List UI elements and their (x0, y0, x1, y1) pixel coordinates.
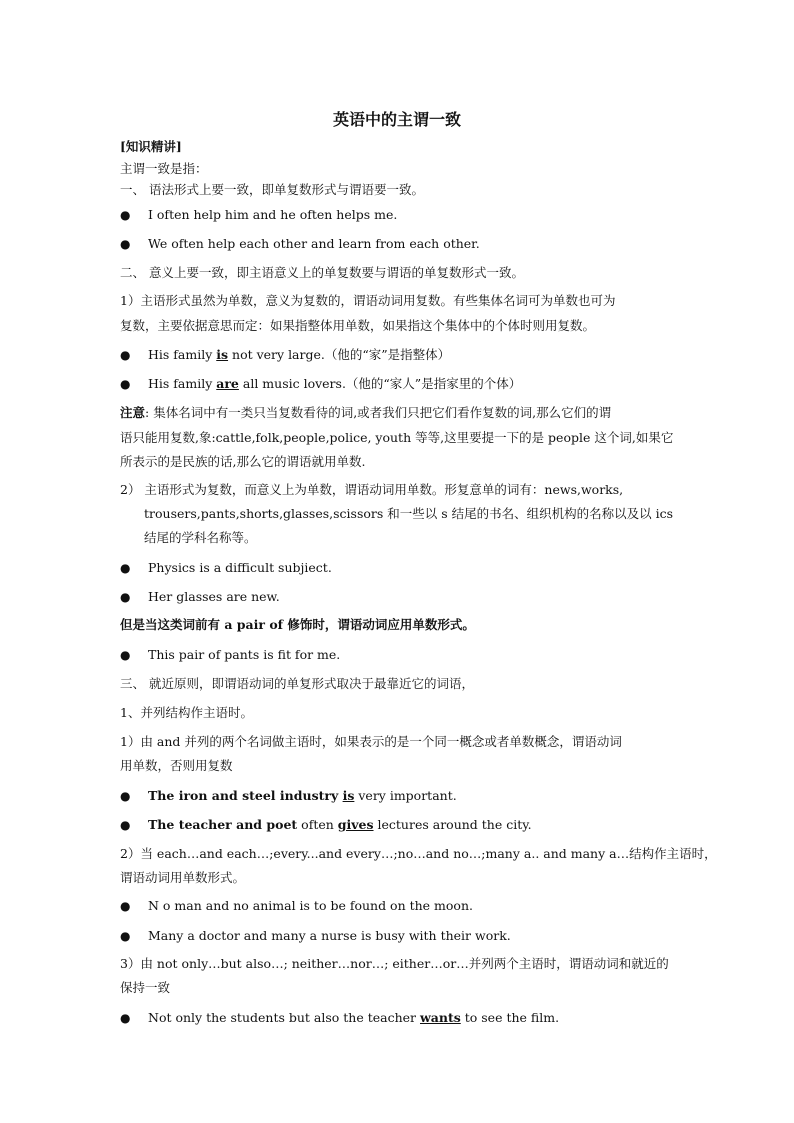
rule-1-line-1: 1）主语形式虽然为单数，意义为复数的，谓语动词用复数。有些集体名词可为单数也可为 (120, 293, 616, 308)
bullet-icon: ● (120, 590, 131, 604)
note-line-3: 所表示的是民族的话,那么它的谓语就用单数. (120, 454, 366, 469)
rule-5-line-2: 保持一致 (120, 980, 171, 995)
intro-text: 主谓一致是指： (120, 161, 208, 176)
section-heading: [知识精讲] (120, 139, 182, 154)
subsection-1: 1、并列结构作主语时。 (120, 705, 253, 720)
rule-4-line-1: 2）当 each…and each…;every...and every…;no…and no…;many a.. and many a…结构作主语时， (120, 846, 717, 861)
example-4: His family are all music lovers.（他的“家人”是指家里的个体） (148, 376, 522, 391)
bullet-icon: ● (120, 818, 131, 832)
bullet-icon: ● (120, 899, 131, 913)
rule-2-line-1: 2） 主语形式为复数，而意义上为单数，谓语动词用单数。形复意单的词有：news,works, (120, 482, 624, 497)
example-12: Not only the students but also the teacher wants to see the film. (148, 1010, 560, 1025)
bullet-icon: ● (120, 208, 131, 222)
verb-highlight: is (342, 788, 355, 803)
note-label: 注意 (120, 405, 146, 420)
page-title: 英语中的主谓一致 (332, 110, 461, 129)
verb-highlight: are (216, 376, 239, 391)
bullet-icon: ● (120, 237, 131, 251)
example-2: We often help each other and learn from each other. (148, 236, 480, 251)
rule-2-line-2: trousers,pants,shorts,glasses,scissors 和一些以 s 结尾的书名、组织机构的名称以及以 ics (144, 506, 673, 521)
rule-1-line-2: 复数，主要依据意思而定：如果指整体用单数，如果指这个集体中的个体时则用复数。 (120, 318, 596, 333)
verb-highlight: gives (337, 817, 374, 832)
bullet-icon: ● (120, 929, 131, 943)
bold-note: 但是当这类词前有 a pair of 修饰时，谓语动词应用单数形式。 (120, 617, 475, 632)
rule-3-line-1: 1）由 and 并列的两个名词做主语时，如果表示的是一个同一概念或者单数概念，谓语动词 (120, 734, 622, 749)
bullet-icon: ● (120, 648, 131, 662)
section-1-title: 一、 语法形式上要一致，即单复数形式与谓语要一致。 (120, 182, 424, 197)
section-3-title: 三、 就近原则，即谓语动词的单复形式取决于最靠近它的词语， (120, 676, 474, 691)
example-11: Many a doctor and many a nurse is busy with their work. (148, 928, 511, 943)
note-line-2: 语只能用复数,象:cattle,folk,people,police, youth 等等,这里要提一下的是 people 这个词,如果它 (120, 430, 674, 445)
example-6: Her glasses are new. (148, 589, 280, 604)
example-10: N o man and no animal is to be found on the moon. (148, 898, 473, 913)
example-3: His family is not very large.（他的“家”是指整体） (148, 347, 451, 362)
example-8: The iron and steel industry is very important. (148, 788, 457, 803)
bullet-icon: ● (120, 561, 131, 575)
bullet-icon: ● (120, 377, 131, 391)
section-2-title: 二、 意义上要一致，即主语意义上的单复数要与谓语的单复数形式一致。 (120, 265, 524, 280)
note-line-1: 注意: 集体名词中有一类只当复数看待的词,或者我们只把它们看作复数的词,那么它们的谓 (120, 405, 612, 420)
rule-5-line-1: 3）由 not only…but also…; neither…nor…; either…or…并列两个主语时，谓语动词和就近的 (120, 956, 669, 971)
example-1: I often help him and he often helps me. (148, 207, 398, 222)
example-9: The teacher and poet often gives lectures around the city. (148, 817, 532, 832)
bullet-icon: ● (120, 1011, 131, 1025)
example-5: Physics is a difficult subjiect. (148, 560, 332, 575)
bullet-icon: ● (120, 348, 131, 362)
rule-4-line-2: 谓语动词用单数形式。 (120, 870, 246, 885)
rule-2-line-3: 结尾的学科名称等。 (144, 530, 257, 545)
example-7: This pair of pants is fit for me. (148, 647, 341, 662)
verb-highlight: wants (420, 1010, 461, 1025)
bullet-icon: ● (120, 789, 131, 803)
rule-3-line-2: 用单数，否则用复数 (120, 758, 233, 773)
verb-highlight: is (216, 347, 229, 362)
